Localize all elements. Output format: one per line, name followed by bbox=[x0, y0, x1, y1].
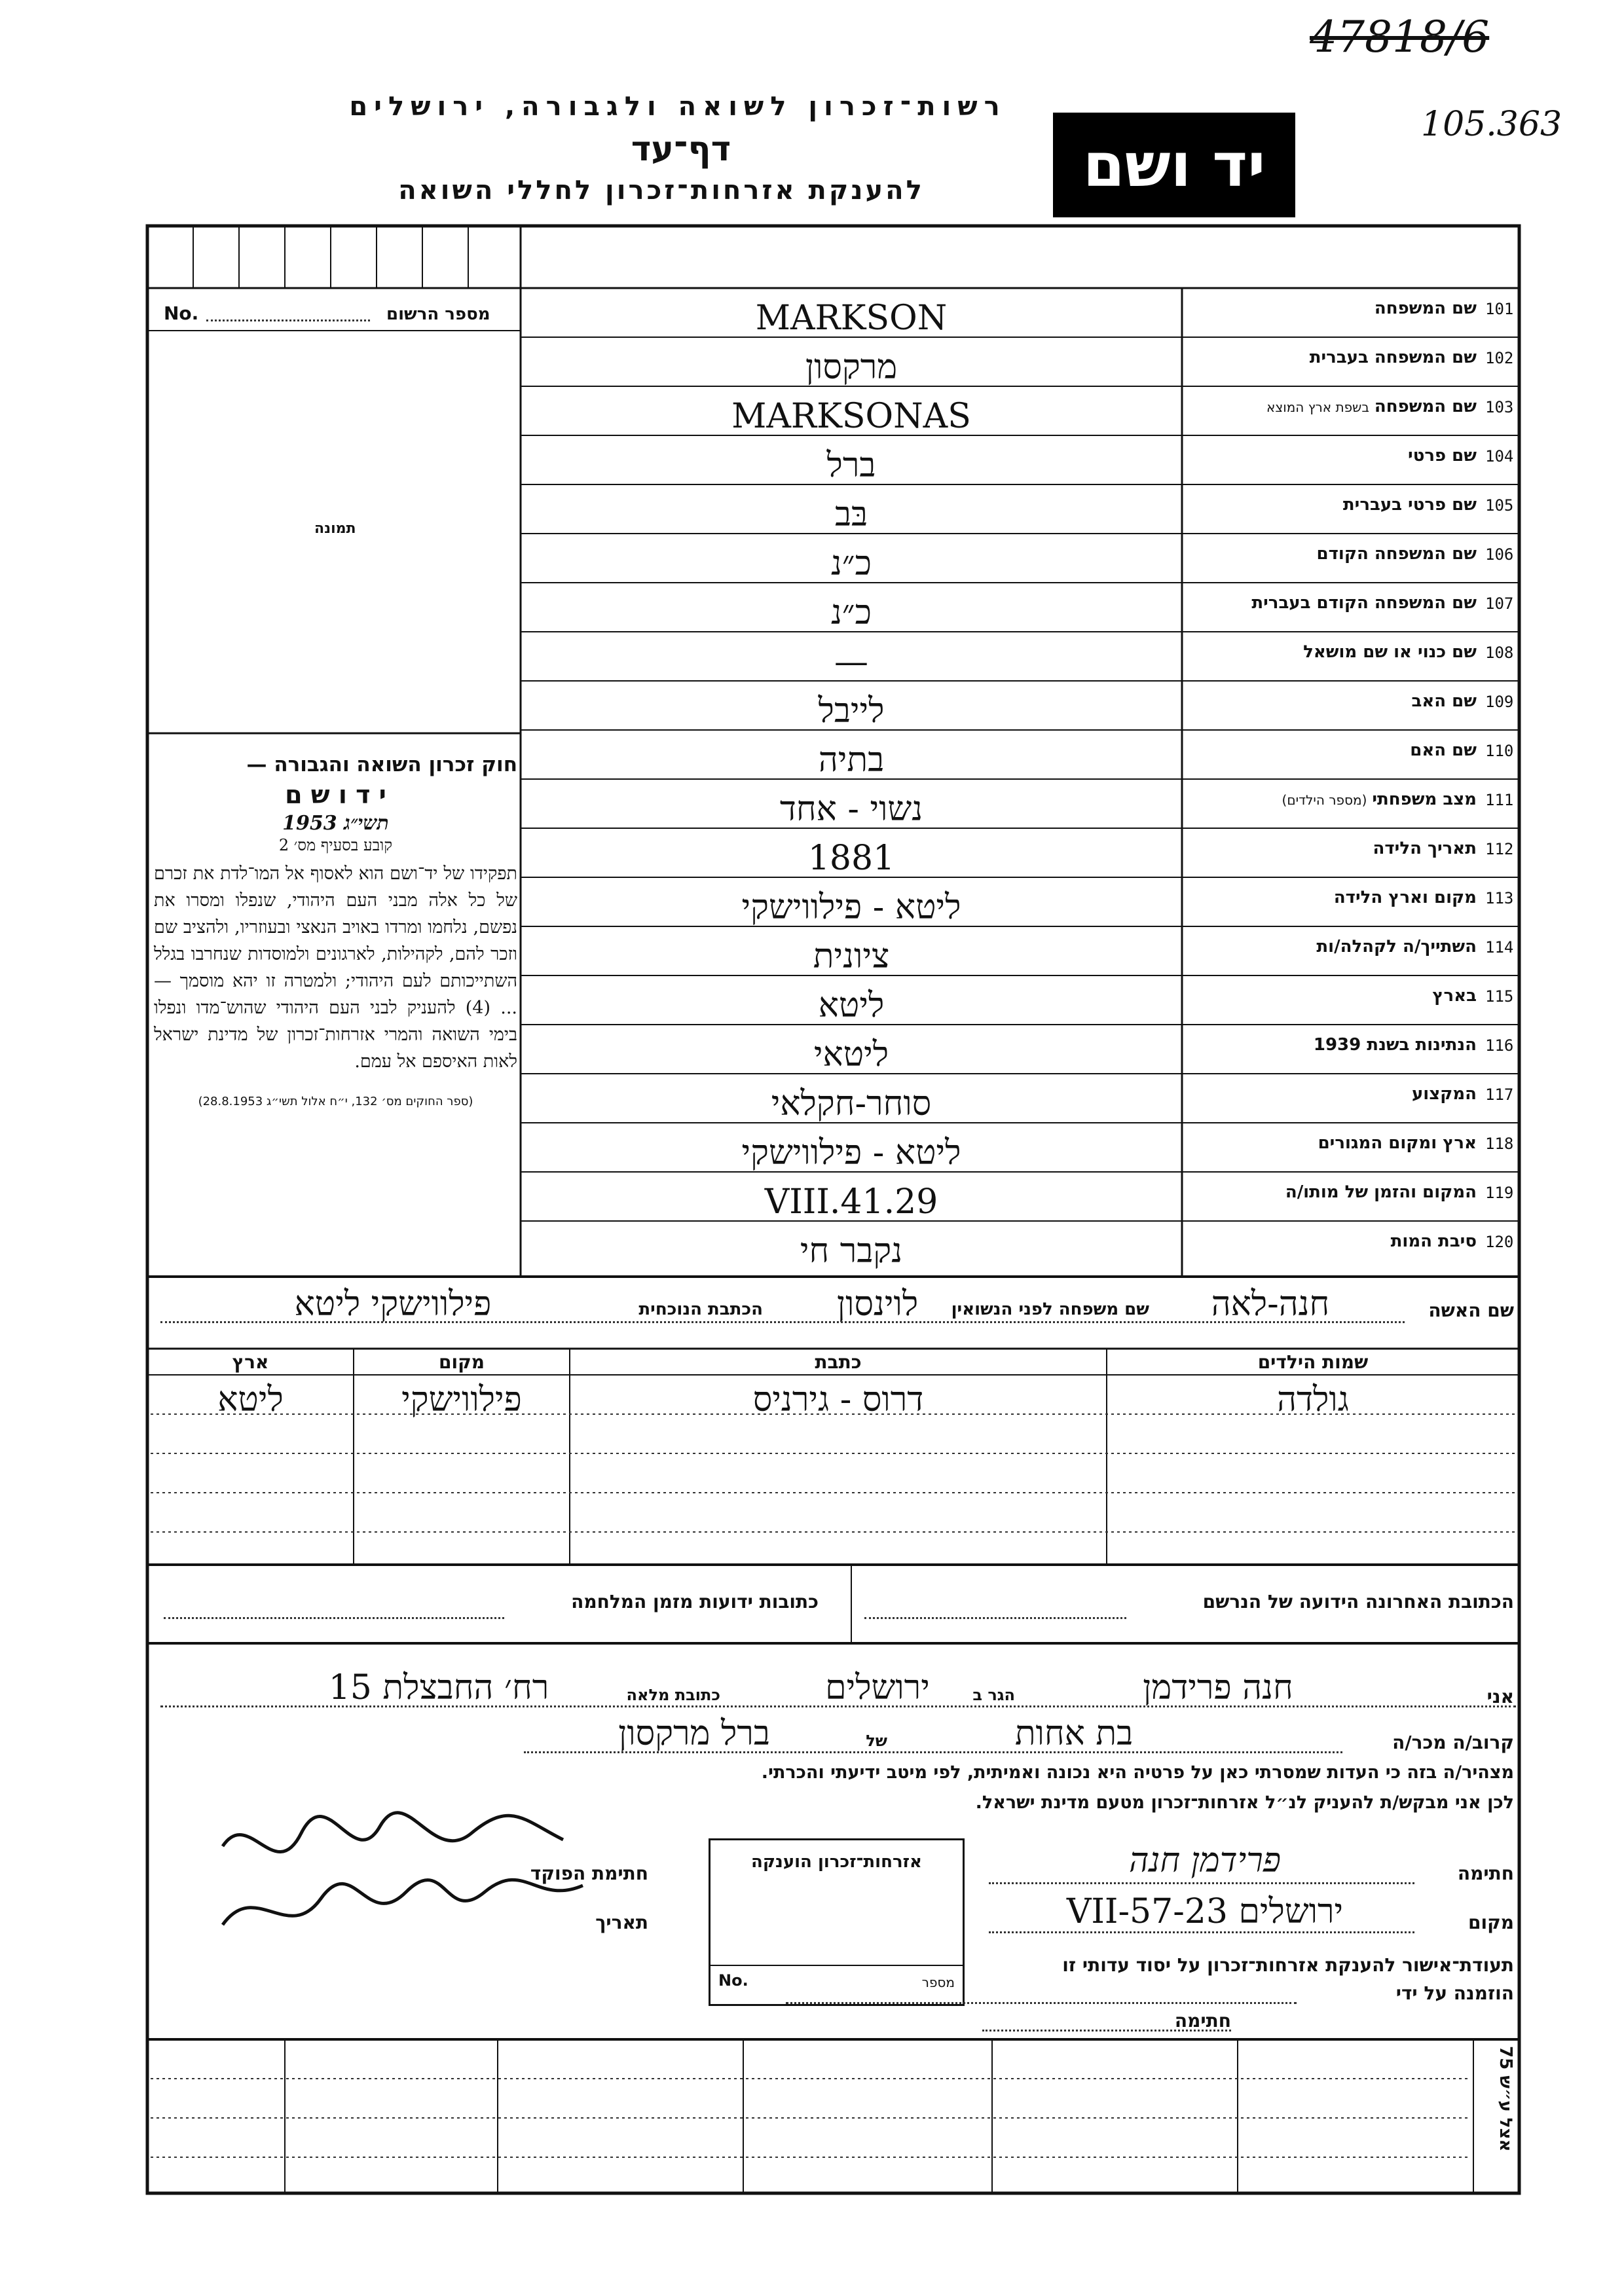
signature-line bbox=[989, 1882, 1414, 1884]
field-label-115 bbox=[1432, 986, 1477, 1006]
field-value-118[interactable]: ליטא - פילווישקי bbox=[741, 1133, 961, 1173]
field-value-110[interactable]: בתיה bbox=[818, 740, 885, 780]
certificate-text: תעודת־אישור להענקת אזרחות־זכרון על יסוד עדותי זו bbox=[1062, 1954, 1514, 1976]
field-label-119 bbox=[1285, 1182, 1477, 1202]
field-value-107[interactable]: כ״נ bbox=[830, 593, 872, 632]
field-number-114: 114 bbox=[1485, 938, 1514, 957]
field-label-text-110: שם האם bbox=[1410, 740, 1477, 760]
field-number-109: 109 bbox=[1485, 693, 1514, 711]
law-name: י ד ו ש ם bbox=[285, 780, 386, 809]
field-value-115[interactable]: ליטא bbox=[818, 986, 885, 1025]
wife-address-label: הכתבת הנוכחית bbox=[638, 1300, 763, 1319]
stamp-title: אזרחות־זכרון הוענקה bbox=[751, 1852, 922, 1872]
field-label-text-103: שם המשפחה bbox=[1374, 397, 1477, 416]
field-value-113[interactable]: ליטא - פילווישקי bbox=[741, 888, 961, 927]
field-label-112 bbox=[1373, 839, 1477, 858]
wife-name-label: שם האשה bbox=[1428, 1300, 1514, 1321]
field-label-text-112: תאריך הלידה bbox=[1373, 839, 1477, 858]
field-number-108: 108 bbox=[1485, 644, 1514, 662]
field-label-101 bbox=[1375, 299, 1477, 318]
decl-prefix: אני bbox=[1486, 1686, 1514, 1707]
field-label-text-109: שם האב bbox=[1411, 691, 1477, 711]
field-number-116: 116 bbox=[1485, 1036, 1514, 1055]
wife-maiden-label: שם משפחה לפני הנשואין bbox=[951, 1300, 1149, 1319]
field-value-108[interactable]: — bbox=[834, 642, 868, 682]
field-value-116[interactable]: ליטאי bbox=[813, 1035, 889, 1074]
form-title: דף־עד bbox=[631, 130, 731, 169]
field-label-117 bbox=[1412, 1084, 1477, 1104]
full-address[interactable]: רח׳ החבצלת 15 bbox=[328, 1668, 549, 1707]
field-label-text-108: שם כנוי או שם מושאל bbox=[1303, 642, 1477, 662]
registration-line bbox=[206, 319, 370, 321]
field-value-117[interactable]: סוחר-חקלאי bbox=[771, 1084, 932, 1123]
date-label: תאריך bbox=[595, 1912, 648, 1933]
field-number-103: 103 bbox=[1485, 398, 1514, 416]
stamp-number-label: מספר bbox=[921, 1975, 955, 1990]
field-label-110 bbox=[1410, 740, 1477, 760]
certificate-signature-label: חתימה bbox=[1174, 2010, 1231, 2032]
field-number-111: 111 bbox=[1485, 791, 1514, 809]
field-label-120 bbox=[1391, 1231, 1477, 1251]
last-address-line[interactable] bbox=[864, 1617, 1126, 1619]
ordered-by-line[interactable] bbox=[786, 2002, 1297, 2004]
of-name[interactable]: ברל מרקסון bbox=[618, 1714, 770, 1753]
resident-city[interactable]: ירושלים bbox=[825, 1668, 930, 1707]
field-label-104 bbox=[1408, 446, 1477, 465]
declaration-request: לכן אני מבקש/ת להעניק לנ״ל אזרחות־זכרון מטעם מדינת ישראל. bbox=[975, 1793, 1514, 1813]
field-value-101[interactable]: MARKSON bbox=[755, 299, 948, 338]
law-year: תשי״ג 1953 bbox=[282, 812, 389, 835]
field-value-105[interactable]: בּב bbox=[834, 495, 868, 534]
signature-label: חתימה bbox=[1457, 1863, 1514, 1884]
declarant-name[interactable]: חנה פרידמן bbox=[1143, 1668, 1293, 1707]
field-value-111[interactable]: נשוי - אחד bbox=[779, 790, 923, 829]
field-number-102: 102 bbox=[1485, 349, 1514, 367]
of-label: של bbox=[866, 1732, 887, 1750]
field-label-note-111: (מספר הילדים) bbox=[1282, 792, 1367, 808]
full-address-label: כתובת מלאה bbox=[626, 1686, 720, 1704]
child-country[interactable]: ליטא bbox=[217, 1380, 284, 1419]
declarant-signature[interactable]: פרידמן חנה bbox=[1128, 1841, 1282, 1880]
field-number-120: 120 bbox=[1485, 1233, 1514, 1251]
declaration-statement: מצהיר/ה בזה כי העדות שמסרתי כאן על פרטיה היא נכונה ואמיתית, לפי מיטב ידיעתי והכרתי. bbox=[761, 1762, 1514, 1783]
children-header-place: מקום bbox=[439, 1351, 485, 1373]
children-header-country: ארץ bbox=[232, 1351, 269, 1373]
child-place[interactable]: פילווישקי bbox=[401, 1380, 522, 1419]
field-number-115: 115 bbox=[1485, 987, 1514, 1006]
field-label-text-119: המקום והזמן של מותו/ה bbox=[1285, 1182, 1477, 1202]
resident-label: הגר ב bbox=[972, 1686, 1015, 1704]
official-signature-label: חתימת הפוקד bbox=[530, 1863, 648, 1884]
field-label-118 bbox=[1318, 1133, 1477, 1153]
wife-line bbox=[160, 1321, 1405, 1323]
field-label-109 bbox=[1411, 691, 1477, 711]
field-label-text-113: מקום וארץ הלידה bbox=[1333, 888, 1477, 907]
field-label-114 bbox=[1316, 937, 1477, 957]
field-label-105 bbox=[1343, 495, 1477, 515]
field-number-118: 118 bbox=[1485, 1135, 1514, 1153]
archive-number-top: 47818/6 bbox=[1310, 12, 1490, 62]
photo-label: תמונה bbox=[314, 520, 356, 537]
war-address-label: כתובות ידועות מזמן המלחמה bbox=[571, 1591, 819, 1613]
official-signature bbox=[196, 1794, 616, 1958]
field-label-text-105: שם פרטי בעברית bbox=[1342, 495, 1477, 515]
authority-title: רשות־זכרון לשואה ולגבורה, ירושלים bbox=[349, 92, 1006, 122]
yad-vashem-logo: יד ושם bbox=[1053, 113, 1295, 217]
stamp-no: No. bbox=[718, 1971, 748, 1990]
field-value-103[interactable]: MARKSONAS bbox=[731, 397, 971, 436]
place-line bbox=[989, 1931, 1414, 1933]
field-number-113: 113 bbox=[1485, 889, 1514, 907]
field-number-110: 110 bbox=[1485, 742, 1514, 760]
relation-label: קרוב/ה מכר/ה bbox=[1392, 1732, 1514, 1753]
archive-number-bottom: 105.363 bbox=[1421, 105, 1562, 144]
field-label-text-102: שם המשפחה בעברית bbox=[1309, 348, 1477, 367]
last-address-label: הכתובת האחרונה הידועה של הנרשם bbox=[1202, 1591, 1514, 1613]
field-number-119: 119 bbox=[1485, 1184, 1514, 1202]
field-label-text-111: מצב משפחתי bbox=[1372, 790, 1477, 809]
field-label-103 bbox=[1266, 397, 1477, 416]
registration-label: מספר הרשום bbox=[386, 304, 490, 324]
field-label-text-117: המקצוע bbox=[1411, 1084, 1477, 1104]
child-address[interactable]: דרוס - גירניס bbox=[752, 1380, 924, 1419]
children-header-address: כתבת bbox=[815, 1351, 862, 1373]
field-value-106[interactable]: כ״נ bbox=[830, 544, 872, 583]
field-label-text-116: הנתינות בשנת 1939 bbox=[1313, 1035, 1477, 1055]
ordered-by-label: הוזמנה על ידי bbox=[1395, 1982, 1514, 2004]
field-label-text-118: ארץ ומקום המגורים bbox=[1318, 1133, 1477, 1153]
wife-maiden-name[interactable]: לוינסון bbox=[836, 1285, 919, 1324]
certificate-signature-line[interactable] bbox=[982, 2030, 1231, 2032]
field-label-text-104: שם פרטי bbox=[1408, 446, 1477, 465]
law-text: תפקידו של יד־ושם הוא לאסוף אל המו־לדת את זכרם של כל אלה מבני העם היהודי, שנפלו ומסרו את נפשם, נלחמו ומרדו באויב הנאצי ובעוזריו, ולהציב שם וזכר להם, לקהילות, לארגונים ולמוסדות שנחרבו בגלל השתייכותם לעם היהודי; ולמטרה זו יהא מוסמך — ... (4) להעניק לבני העם היהודי שהוש־מדו ונפלו בימי השואה והמרי אזרחות־זכרון של מדינת ישראל לאות האיספם אל עמם. bbox=[154, 864, 517, 1072]
field-label-113 bbox=[1334, 888, 1477, 907]
field-label-107 bbox=[1251, 593, 1477, 613]
field-number-107: 107 bbox=[1485, 594, 1514, 613]
child-name[interactable]: גולדה bbox=[1277, 1380, 1349, 1419]
footer-code: אצל ע״ש 75 bbox=[1496, 2046, 1515, 2152]
field-label-text-120: סיבת המות bbox=[1390, 1231, 1477, 1251]
field-value-104[interactable]: ברל bbox=[826, 446, 876, 485]
citizenship-stamp bbox=[709, 1838, 965, 2006]
field-value-119[interactable]: 29.VIII.41 bbox=[764, 1182, 938, 1222]
place-date[interactable]: ירושלים 23-VII-57 bbox=[1066, 1892, 1344, 1931]
field-value-109[interactable]: לייבל bbox=[818, 691, 885, 731]
field-value-112[interactable]: 1881 bbox=[807, 839, 895, 878]
registration-no: No. bbox=[164, 302, 199, 324]
field-number-117: 117 bbox=[1485, 1085, 1514, 1104]
law-title: חוק זכרון השואה והגבורה — bbox=[246, 753, 517, 776]
place-label: מקום bbox=[1468, 1912, 1514, 1933]
field-label-text-114: השתייך/ה לקהלה/ות bbox=[1316, 937, 1477, 957]
war-address-line[interactable] bbox=[164, 1617, 504, 1619]
field-value-102[interactable]: מרקסון bbox=[805, 348, 898, 387]
field-label-106 bbox=[1317, 544, 1477, 564]
law-block bbox=[154, 753, 517, 1108]
field-number-105: 105 bbox=[1485, 496, 1514, 515]
wife-address[interactable]: פילווישקי ליטא bbox=[294, 1285, 492, 1324]
law-clause: קובע בסעיף מס׳ 2 bbox=[278, 836, 393, 854]
field-number-112: 112 bbox=[1485, 840, 1514, 858]
field-label-102 bbox=[1310, 348, 1477, 367]
field-label-text-115: בארץ bbox=[1432, 986, 1477, 1006]
field-label-note-103: בשפת ארץ המוצא bbox=[1266, 399, 1369, 415]
field-label-text-106: שם המשפחה הקודם bbox=[1316, 544, 1477, 564]
field-number-101: 101 bbox=[1485, 300, 1514, 318]
field-label-108 bbox=[1303, 642, 1477, 662]
field-value-120[interactable]: נקבר חי bbox=[800, 1231, 903, 1271]
relation-value[interactable]: בת אחות bbox=[1014, 1714, 1134, 1753]
field-label-text-101: שם המשפחה bbox=[1374, 299, 1477, 318]
field-value-114[interactable]: ציונית bbox=[813, 937, 890, 976]
law-source: (ספר החוקים מס׳ 132, י״ח אלול תשי״ג 28.8.1953) bbox=[198, 1095, 473, 1108]
wife-name[interactable]: חנה-לאה bbox=[1211, 1285, 1330, 1324]
decl-line-2 bbox=[524, 1751, 1342, 1753]
children-header-names: שמות הילדים bbox=[1257, 1351, 1369, 1373]
field-number-106: 106 bbox=[1485, 545, 1514, 564]
decl-line-1 bbox=[160, 1705, 1516, 1707]
field-label-text-107: שם המשפחה הקודם בעברית bbox=[1251, 593, 1477, 613]
field-label-116 bbox=[1314, 1035, 1477, 1055]
field-number-104: 104 bbox=[1485, 447, 1514, 465]
field-label-111 bbox=[1282, 790, 1477, 809]
form-subtitle: להענקת אזרחות־זכרון לחללי השואה bbox=[398, 175, 925, 206]
